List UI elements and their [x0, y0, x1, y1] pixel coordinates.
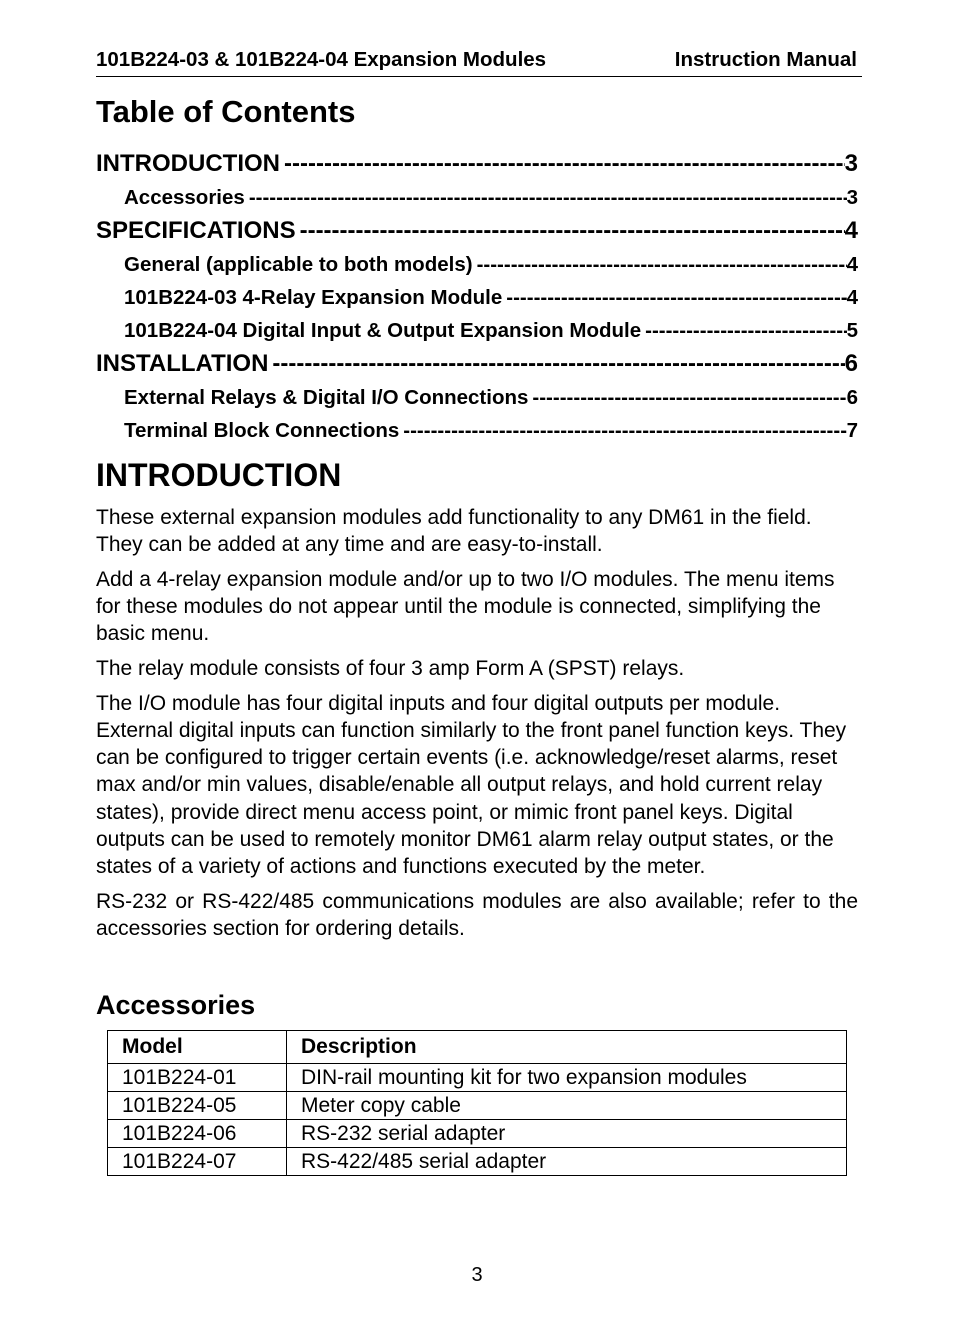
- toc-entry-label: Accessories: [124, 186, 245, 209]
- cell-model: 101B224-07: [108, 1148, 287, 1176]
- page-header: [96, 46, 862, 77]
- header-manual-label: Instruction Manual: [674, 48, 857, 71]
- table-row: [108, 1120, 847, 1148]
- toc-leader-dots: [300, 214, 845, 248]
- intro-paragraph: The relay module consists of four 3 amp Form A (SPST) relays.: [96, 657, 685, 681]
- toc-entry-external-connections[interactable]: [96, 381, 858, 414]
- toc-entry-label: General (applicable to both models): [124, 253, 473, 276]
- toc-leader-dots: [532, 381, 846, 414]
- cell-description: RS-422/485 serial adapter: [287, 1148, 847, 1176]
- toc-leader-dots: [272, 347, 844, 381]
- toc-entry-introduction[interactable]: [96, 147, 858, 181]
- table-row: [108, 1092, 847, 1120]
- toc-entry-specifications[interactable]: [96, 214, 858, 248]
- introduction-heading: INTRODUCTION: [96, 457, 342, 493]
- introduction-body: [96, 504, 858, 950]
- intro-paragraph: Add a 4-relay expansion module and/or up to two I/O modules. The menu items for these modules do not appear until the module is connected, simplifying the basic menu.: [96, 567, 835, 646]
- page-number: 3: [471, 1264, 483, 1286]
- intro-paragraph: RS-232 or RS-422/485 communications modules are also available; refer to the accessories section for ordering details.: [96, 889, 858, 940]
- table-row: [108, 1148, 847, 1176]
- toc-entry-page: 6: [844, 350, 858, 377]
- toc-entry-io-module[interactable]: [96, 314, 858, 347]
- toc-entry-label: 101B224-04 Digital Input & Output Expansion Module: [124, 319, 642, 342]
- toc-leader-dots: [645, 314, 846, 347]
- toc-entry-label: 101B224-03 4-Relay Expansion Module: [124, 286, 503, 309]
- cell-model: 101B224-06: [108, 1120, 287, 1148]
- toc-entry-page: 5: [846, 319, 858, 342]
- toc-entry-page: 6: [846, 386, 858, 409]
- toc-entry-label: SPECIFICATIONS: [96, 217, 296, 244]
- toc-leader-dots: [284, 147, 845, 181]
- toc-leader-dots: [477, 248, 847, 281]
- toc-entry-label: Terminal Block Connections: [124, 419, 400, 442]
- cell-model: 101B224-05: [108, 1092, 287, 1120]
- toc-entry-label: INTRODUCTION: [96, 150, 280, 177]
- toc-entry-label: External Relays & Digital I/O Connections: [124, 386, 529, 409]
- cell-description: DIN-rail mounting kit for two expansion modules: [287, 1064, 847, 1092]
- toc-leader-dots: [506, 281, 846, 314]
- toc-entry-page: 4: [846, 286, 858, 309]
- toc-entry-accessories[interactable]: [96, 181, 858, 214]
- toc-leader-dots: [403, 414, 846, 447]
- toc-entry-page: 4: [844, 217, 858, 244]
- accessories-heading: Accessories: [96, 990, 256, 1020]
- intro-paragraph: The I/O module has four digital inputs and four digital outputs per module. External digital inputs can function similarly to the front panel function keys. They can be configured to trigger certain events (i.e. acknowledge/reset alarms, reset max and/or min values, disable/enable all output relays, and hold current relay states), provide direct menu access point, or mimic front panel keys. Digital outputs can be used to remotely monitor DM61 alarm relay output states, or the states of a variety of actions and functions executed by the meter.: [96, 691, 847, 878]
- table-row: [108, 1064, 847, 1092]
- toc-entry-page: 7: [846, 419, 858, 442]
- toc-entry-page: 3: [844, 150, 858, 177]
- header-document-title: 101B224-03 & 101B224-04 Expansion Modules: [96, 48, 547, 71]
- column-header-model: Model: [108, 1031, 287, 1064]
- toc-title: Table of Contents: [96, 94, 356, 129]
- toc-entry-general[interactable]: [96, 248, 858, 281]
- toc-entry-terminal-block[interactable]: [96, 414, 858, 447]
- toc-entry-page: 4: [846, 253, 858, 276]
- column-header-description: Description: [287, 1031, 847, 1064]
- toc-entry-page: 3: [846, 186, 858, 209]
- cell-description: RS-232 serial adapter: [287, 1120, 847, 1148]
- accessories-table: [107, 1030, 847, 1176]
- intro-paragraph: These external expansion modules add functionality to any DM61 in the field. They can be added at any time and are easy-to-install.: [96, 506, 812, 557]
- toc-entry-installation[interactable]: [96, 347, 858, 381]
- cell-description: Meter copy cable: [287, 1092, 847, 1120]
- toc-leader-dots: [249, 181, 847, 214]
- toc-entry-relay-module[interactable]: [96, 281, 858, 314]
- cell-model: 101B224-01: [108, 1064, 287, 1092]
- toc-entry-label: INSTALLATION: [96, 350, 269, 377]
- table-header-row: [108, 1031, 847, 1064]
- table-of-contents: [96, 147, 858, 447]
